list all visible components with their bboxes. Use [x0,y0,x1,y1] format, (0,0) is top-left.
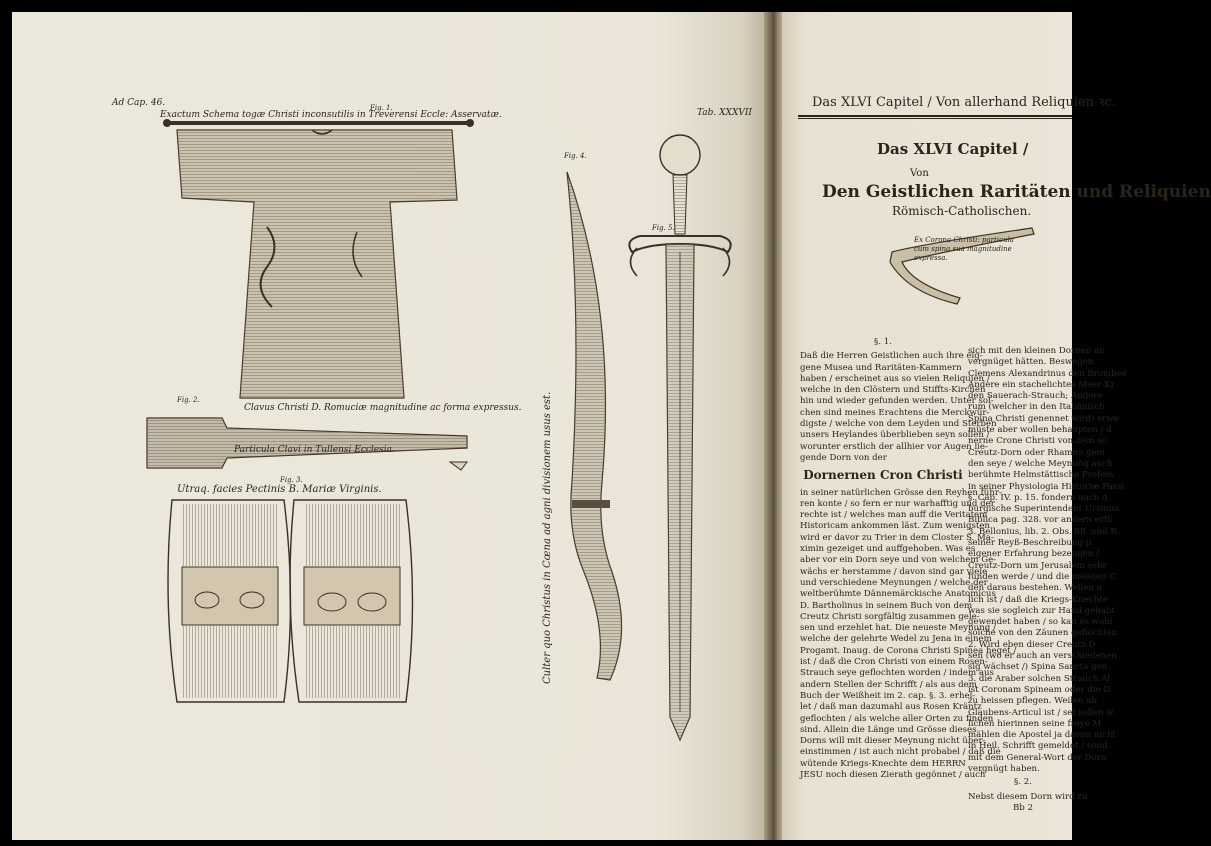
fig2-caption-a: Clavus Christi D. Romuciæ magnitudine ac forma expressus. [244,403,522,413]
fig1-label: Fig. 1. [370,104,393,112]
comb-illustration [168,500,413,702]
text-line: ren konte / so fern er nur warhafftig und der [800,498,995,509]
knife-illustration [567,172,622,680]
text-line: worunter erstlich der allhier vor Augen lie- [800,441,988,452]
text-line: Strauch seye geflochten worden / indem aus [800,668,994,679]
text-line: lichen hierinnen seine freye M [968,718,1102,729]
text-line: let / daß man dazumahl aus Rosen Kräntz [800,702,982,713]
fig4-label: Fig. 4. [564,152,587,160]
text-line: Glaubens-Articul ist / sel sollen w [968,707,1114,718]
text-line: Spina Christi genennet wird) erwe [968,413,1119,424]
text-line: ist Coronam Spineam oder die D [968,684,1111,695]
text-line: solche von den Zäunen geflochten [968,628,1118,639]
von-line: Von [910,168,929,179]
book-spread [12,12,1211,840]
chapter-subtitle: Römisch-Catholischen. [892,204,1032,218]
text-line: Clemens Alexandrinus den Brombee [968,368,1127,379]
text-line: 3. die Araber solchen Strauch Al [968,673,1111,684]
right-page-text [782,12,1211,840]
inset-caption: Ex Corona Christi: particula cum spina sua magnitudine expressa. [914,236,1014,262]
column-2-paragraph-cont [968,651,1117,775]
text-line: haben / erscheinet aus so vielen Reliquien / [800,373,990,384]
text-line: gende Dorn von der [800,452,887,463]
fig3-label: Fig. 3. [280,476,303,484]
text-line: Daß die Herren Geistlichen auch ihre eig- [800,351,983,362]
text-line: in seiner natürlichen Grösse den Reyhen führ- [800,487,1002,498]
fig1-caption: Exactum Schema togæ Christi inconsutilis in Treverensi Eccle: Asservatæ. [160,110,502,120]
text-line: in seiner Physiologia Historiæ Passi [968,481,1125,492]
fig2-label: Fig. 2. [177,396,200,404]
text-line: nerne Crone Christi von dem so [968,436,1107,447]
text-line: den seye / welche Meynung auch [968,458,1113,469]
text-line: JESU noch diesen Zierath gegönnet / auch [800,769,986,780]
text-line: Biblica pag. 328. vor andern erfü [968,515,1113,526]
text-line: den daraus bestehen. Weilen n [968,583,1103,594]
text-line: unsers Heylandes überblieben seyn sollen / [800,430,990,441]
text-line: D. Bartholinus in seinem Buch von dem [800,600,973,611]
text-line: Creutz-Dorn oder Rhamno gem [968,447,1105,458]
text-line: eigener Erfahrung bezeugen / [968,549,1099,560]
text-line: seiner Reyß-Beschreibung p. [968,538,1094,549]
signature-mark: Bb 2 [1012,802,1034,813]
left-page-plate [12,12,772,840]
section-1-mark: §. 1. [874,337,892,347]
text-line: §. Cap. IV. p. 15. fondern auch d [968,492,1108,503]
text-line: ximin gezeiget und auffgehoben. Was es [800,544,976,555]
text-line: welche der gelehrte Wedel zu Jena in einem [800,634,992,645]
section-2-mark: §. 2. [1014,777,1032,788]
text-line: zu heissen pflegen. Weilen ab [968,696,1097,707]
text-line: Historicam ankommen läst. Zum wenigsten [800,521,990,532]
text-line: sig wächset /) Spina Sancta gen [968,662,1108,673]
plate-illustrations [12,12,772,840]
text-line: digste / welche von dem Leyden und Sterben [800,419,997,430]
fig3-caption: Utraq. facies Pectinis B. Mariæ Virginis. [177,484,382,495]
chapter-title: Den Geistlichen Raritäten und Reliquien [822,182,1211,202]
text-line: gewendet haben / so kan es wohl [968,617,1113,628]
column-2-paragraph [968,346,1127,640]
column-1-paragraph [800,351,997,464]
plate-reference: Ad Cap. 46. [112,98,166,108]
text-line: Buch der Weißheit im 2. cap. §. 3. erhel- [800,690,976,701]
fig4-caption: Culter quo Christus in Cœna ad agni divisionem usus est. [542,391,553,684]
text-column-2 [968,346,1127,814]
fig5-label: Fig. 5. [652,224,675,232]
sword-illustration [629,135,730,740]
last-line: Nebst diesem Dorn wird zu [968,791,1088,802]
text-line: geflochten / als welche aller Orten zu finden [800,713,994,724]
fig2-caption-b: Particula Clavi in Tullensi Ecclesia. [234,445,395,455]
text-line: Creutz-Dorn um Jerusalem sehr [968,560,1107,571]
text-line: lich ist / daß die Kriegs-Knechte [968,594,1108,605]
text-line: ist / daß die Cron Christi von einem Rosen- [800,657,988,668]
text-line: gene Musea und Raritäten-Kammern [800,362,962,373]
chapter-heading: Das XLVI Capitel / [877,140,1029,158]
plate-number: Tab. XXXVII [697,108,752,118]
text-line: wird er davor zu Trier in dem Closter S. Ma- [800,532,994,543]
text-line: hin und wieder gefunden werden. Unter sol- [800,396,994,407]
text-line: aber vor ein Dorn seye und von welchem Ge- [800,555,997,566]
text-line: mählen die Apostel ja davon nicht [968,730,1116,741]
text-line: 3. Bellonius, lib. 2. Obs. 88. und R [968,526,1117,537]
text-line: vergnügt haben. [968,763,1040,774]
text-line: rum (welcher in den Italiänisch [968,402,1105,413]
text-line: berühmte Helmstättische Profess [968,470,1115,481]
running-head: Das XLVI Capitel / Von allerhand Reliquien ꝛc. [812,95,1116,110]
section-2-para-start: 2. Wird eben dieser Creutz-D [968,639,1096,650]
text-line: einstimmen / ist auch nicht probabel / daß die [800,747,1001,758]
text-line: mit dem General-Wort der Dorn [968,752,1107,763]
text-line: sen und erzehlet hat. Die neueste Meynung / [800,623,996,634]
thorn-crown-heading: Dornernen Cron Christi [803,468,963,483]
text-line: rechte ist / welches man auff die Veritatem [800,510,988,521]
text-line: sen (wo er auch an verschiedenen [968,651,1117,662]
text-line: wütende Kriegs-Knechte dem HERRN [800,758,966,769]
text-line: weltberühmte Dännemärckische Anatomicus [800,589,996,600]
text-line: Progamt. Inaug. de Corona Christi Spinea heget / [800,645,1017,656]
text-line: wächs er herstamme / davon sind gar viele [800,566,988,577]
text-line: sind. Allein die Länge und Grösse dieses [800,724,977,735]
text-line: müste aber wollen behaupten / d [968,425,1112,436]
text-line: Dorns will mit dieser Meynung nicht über- [800,736,986,747]
text-line: Creutz Christi sorgfältig zusammen gele- [800,611,980,622]
text-line: chen sind meines Erachtens die Merckwür- [800,407,990,418]
text-line: vergnüget hätten. Beswegen [968,357,1094,368]
text-line: andern Stellen der Schrifft / als aus dem [800,679,977,690]
text-line: in Heil. Schrifft gemeldet / sond [968,741,1108,752]
text-line: funden werde / und die meisten C [968,571,1116,582]
text-line: Andere ein stachelichtes Meer-Kr [968,379,1115,390]
text-line: den Sauerach-Strauch; Andere [968,391,1103,402]
nail-illustration [147,418,467,470]
robe-illustration [163,119,474,398]
text-line: was sie sogleich zur Hand gehabt [968,605,1115,616]
text-line: sich mit den kleinen Dornen an [968,346,1105,356]
text-line: welche in den Clöstern und Stiffts-Kirchen [800,385,986,396]
text-line: und verschiedene Meynungen / welche der [800,577,988,588]
text-line: burgische Superintendent Ursinus [968,504,1119,515]
